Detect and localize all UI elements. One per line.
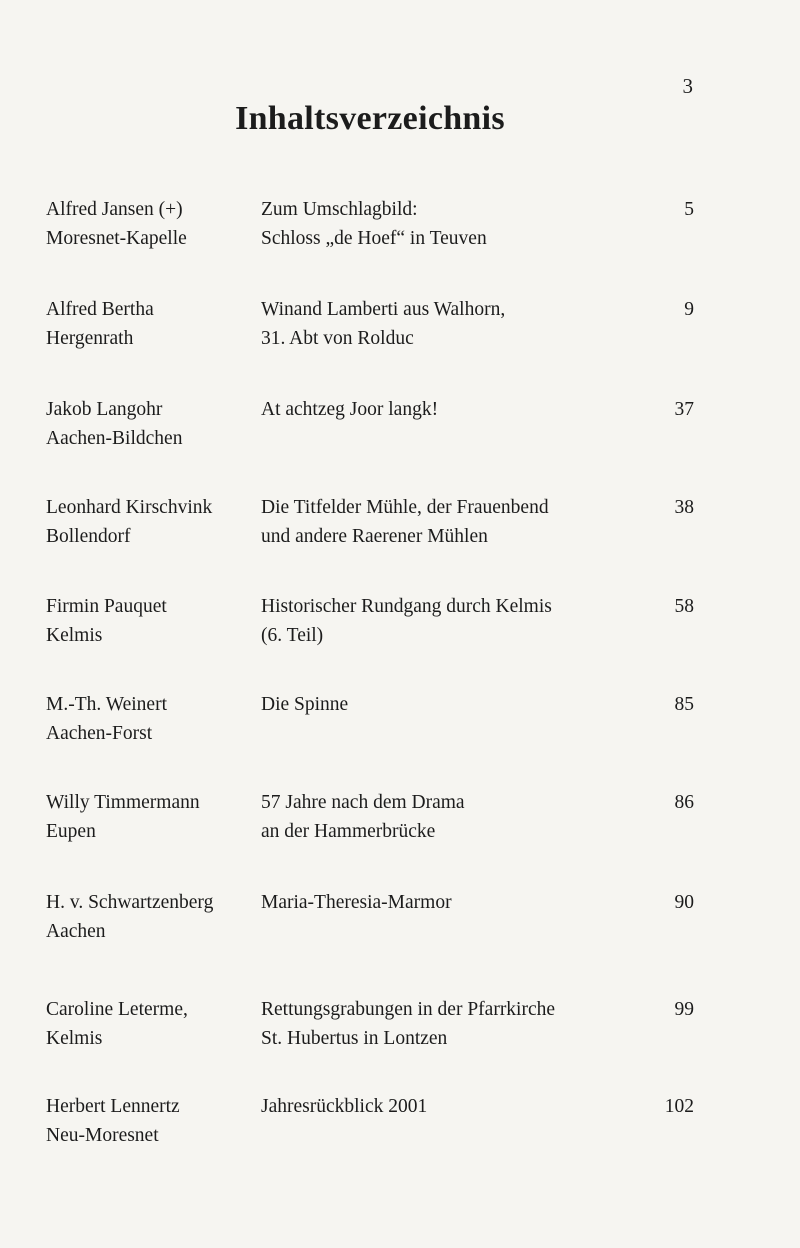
article-title [261,888,631,917]
article-title-line2: an der Hammerbrücke [261,821,436,842]
entry-page-number: 9 [684,299,694,320]
author-name: Alfred Bertha [46,299,154,320]
article-title [261,493,631,551]
article-title [261,592,631,650]
author-name: M.-Th. Weinert [46,694,167,715]
author-block [46,295,261,353]
author-name: Caroline Leterme, [46,999,188,1020]
author-place: Aachen [46,921,106,942]
author-block [46,195,261,253]
author-block [46,592,261,650]
article-title-line1: Maria-Theresia-Marmor [261,892,452,913]
article-title-line1: Historischer Rundgang durch Kelmis [261,596,552,617]
author-name: Herbert Lennertz [46,1096,180,1117]
article-title [261,195,631,253]
article-title-line1: Winand Lamberti aus Walhorn, [261,299,506,320]
author-name: Jakob Langohr [46,399,163,420]
author-place: Hergenrath [46,328,134,349]
entry-page-number: 90 [674,892,694,913]
article-title [261,295,631,353]
article-title-line2: 31. Abt von Rolduc [261,328,414,349]
entry-page-number: 37 [674,399,694,420]
author-name: Willy Timmermann [46,792,200,813]
author-place: Neu-Moresnet [46,1125,159,1146]
author-block [46,888,261,946]
article-title-line1: Rettungsgrabungen in der Pfarrkirche [261,999,556,1020]
article-title-line2: und andere Raerener Mühlen [261,526,488,547]
author-block [46,1092,261,1150]
article-title-line1: 57 Jahre nach dem Drama [261,792,465,813]
author-name: Firmin Pauquet [46,596,167,617]
author-place: Aachen-Forst [46,723,153,744]
article-title-line1: Zum Umschlagbild: [261,199,418,220]
article-title [261,995,631,1053]
article-title [261,690,631,719]
author-name: H. v. Schwartzenberg [46,892,214,913]
article-title-line1: Jahresrückblick 2001 [261,1096,428,1117]
article-title-line1: Die Spinne [261,694,349,715]
author-block [46,995,261,1053]
article-title-line1: Die Titfelder Mühle, der Frauenbend [261,497,549,518]
author-block [46,690,261,748]
entry-page-number: 5 [684,199,694,220]
author-place: Aachen-Bildchen [46,428,183,449]
article-title-line2: St. Hubertus in Lontzen [261,1028,448,1049]
author-place: Kelmis [46,625,103,646]
author-place: Bollendorf [46,526,131,547]
entry-page-number: 58 [674,596,694,617]
article-title-line1: At achtzeg Joor langk! [261,399,439,420]
author-place: Kelmis [46,1028,103,1049]
article-title [261,395,631,424]
author-name: Leonhard Kirschvink [46,497,213,518]
author-place: Eupen [46,821,96,842]
entry-page-number: 102 [664,1096,694,1117]
article-title-line2: Schloss „de Hoef“ in Teuven [261,228,487,249]
entry-page-number: 86 [674,792,694,813]
article-title [261,788,631,846]
author-block [46,395,261,453]
author-place: Moresnet-Kapelle [46,228,187,249]
page-title: Inhaltsverzeichnis [235,100,505,137]
entry-page-number: 38 [674,497,694,518]
author-block [46,788,261,846]
article-title [261,1092,631,1121]
entry-page-number: 85 [674,694,694,715]
entry-page-number: 99 [674,999,694,1020]
author-block [46,493,261,551]
article-title-line2: (6. Teil) [261,625,324,646]
author-name: Alfred Jansen (+) [46,199,183,220]
page-number: 3 [682,74,693,98]
